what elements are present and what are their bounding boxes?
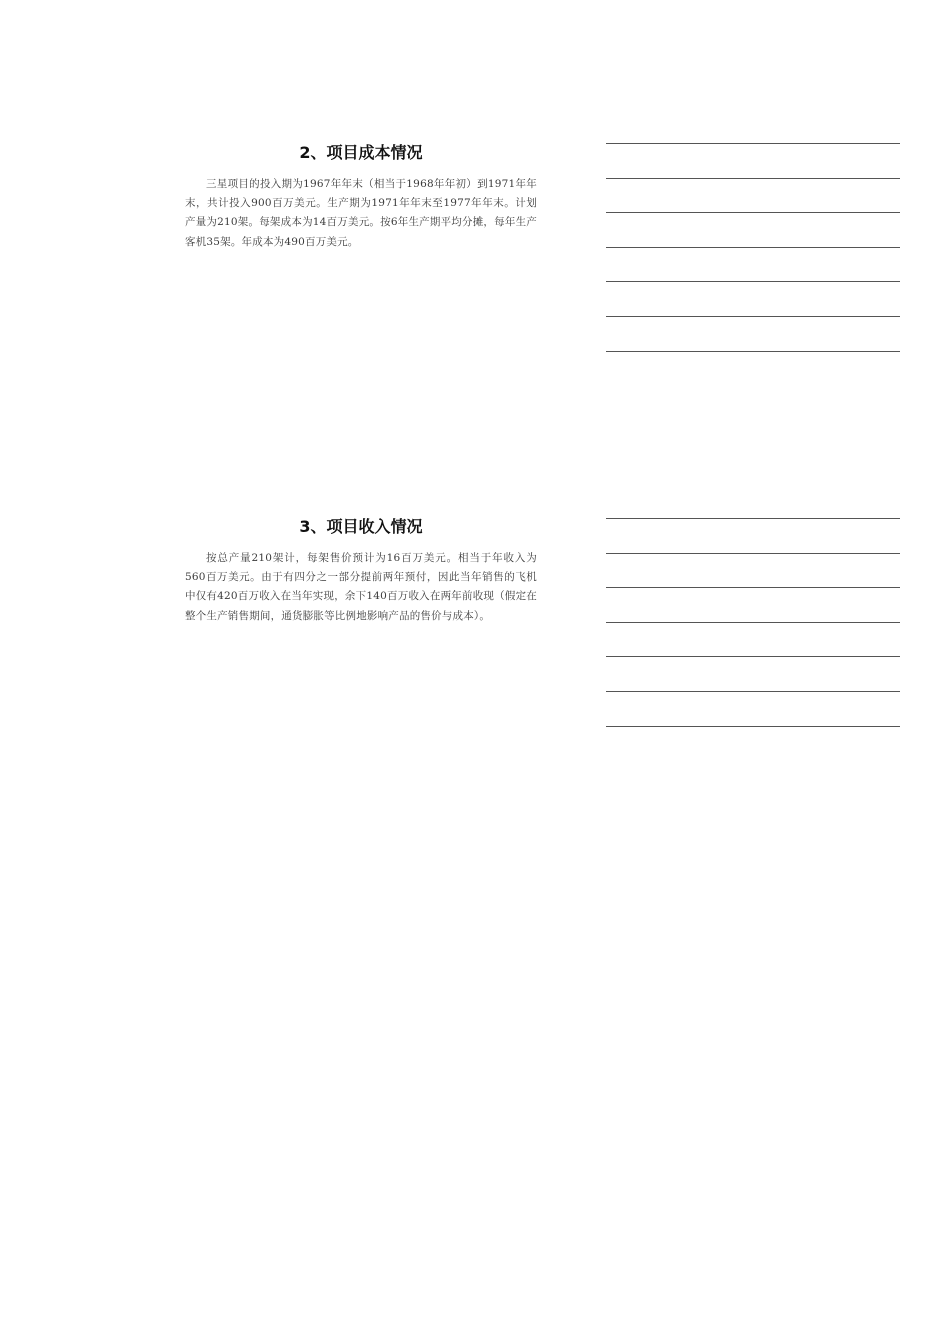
note-line (606, 178, 900, 179)
note-line (606, 726, 900, 727)
section-heading: 2、项目成本情况 (299, 143, 423, 162)
section-paragraph: 按总产量210架计，每架售价预计为16百万美元。相当于年收入为560百万美元。由于有四分之一部分提前两年预付，因此当年销售的飞机中仅有420百万收入在当年实现，余下140百万收入在两年前收现（假定在整个生产销售期间，通货膨胀等比例地影响产品的售价与成本）。 (185, 552, 537, 622)
note-line (606, 281, 900, 282)
note-line (606, 247, 900, 248)
note-lines (606, 518, 900, 760)
note-lines (606, 143, 900, 385)
section-project-cost (185, 141, 537, 252)
note-line (606, 351, 900, 352)
note-line (606, 622, 900, 623)
note-line (606, 212, 900, 213)
section-heading: 3、项目收入情况 (299, 517, 423, 536)
note-line (606, 518, 900, 519)
note-line (606, 316, 900, 317)
note-line (606, 656, 900, 657)
section-paragraph: 三星项目的投入期为1967年年末（相当于1968年年初）到1971年年末，共计投入900百万美元。生产期为1971年年末至1977年年末。计划产量为210架。每架成本为14百万美元。按6年生产期平均分摊，每年生产客机35架。年成本为490百万美元。 (185, 178, 537, 248)
note-line (606, 553, 900, 554)
note-line (606, 691, 900, 692)
note-line (606, 587, 900, 588)
section-project-revenue (185, 515, 537, 626)
note-line (606, 143, 900, 144)
